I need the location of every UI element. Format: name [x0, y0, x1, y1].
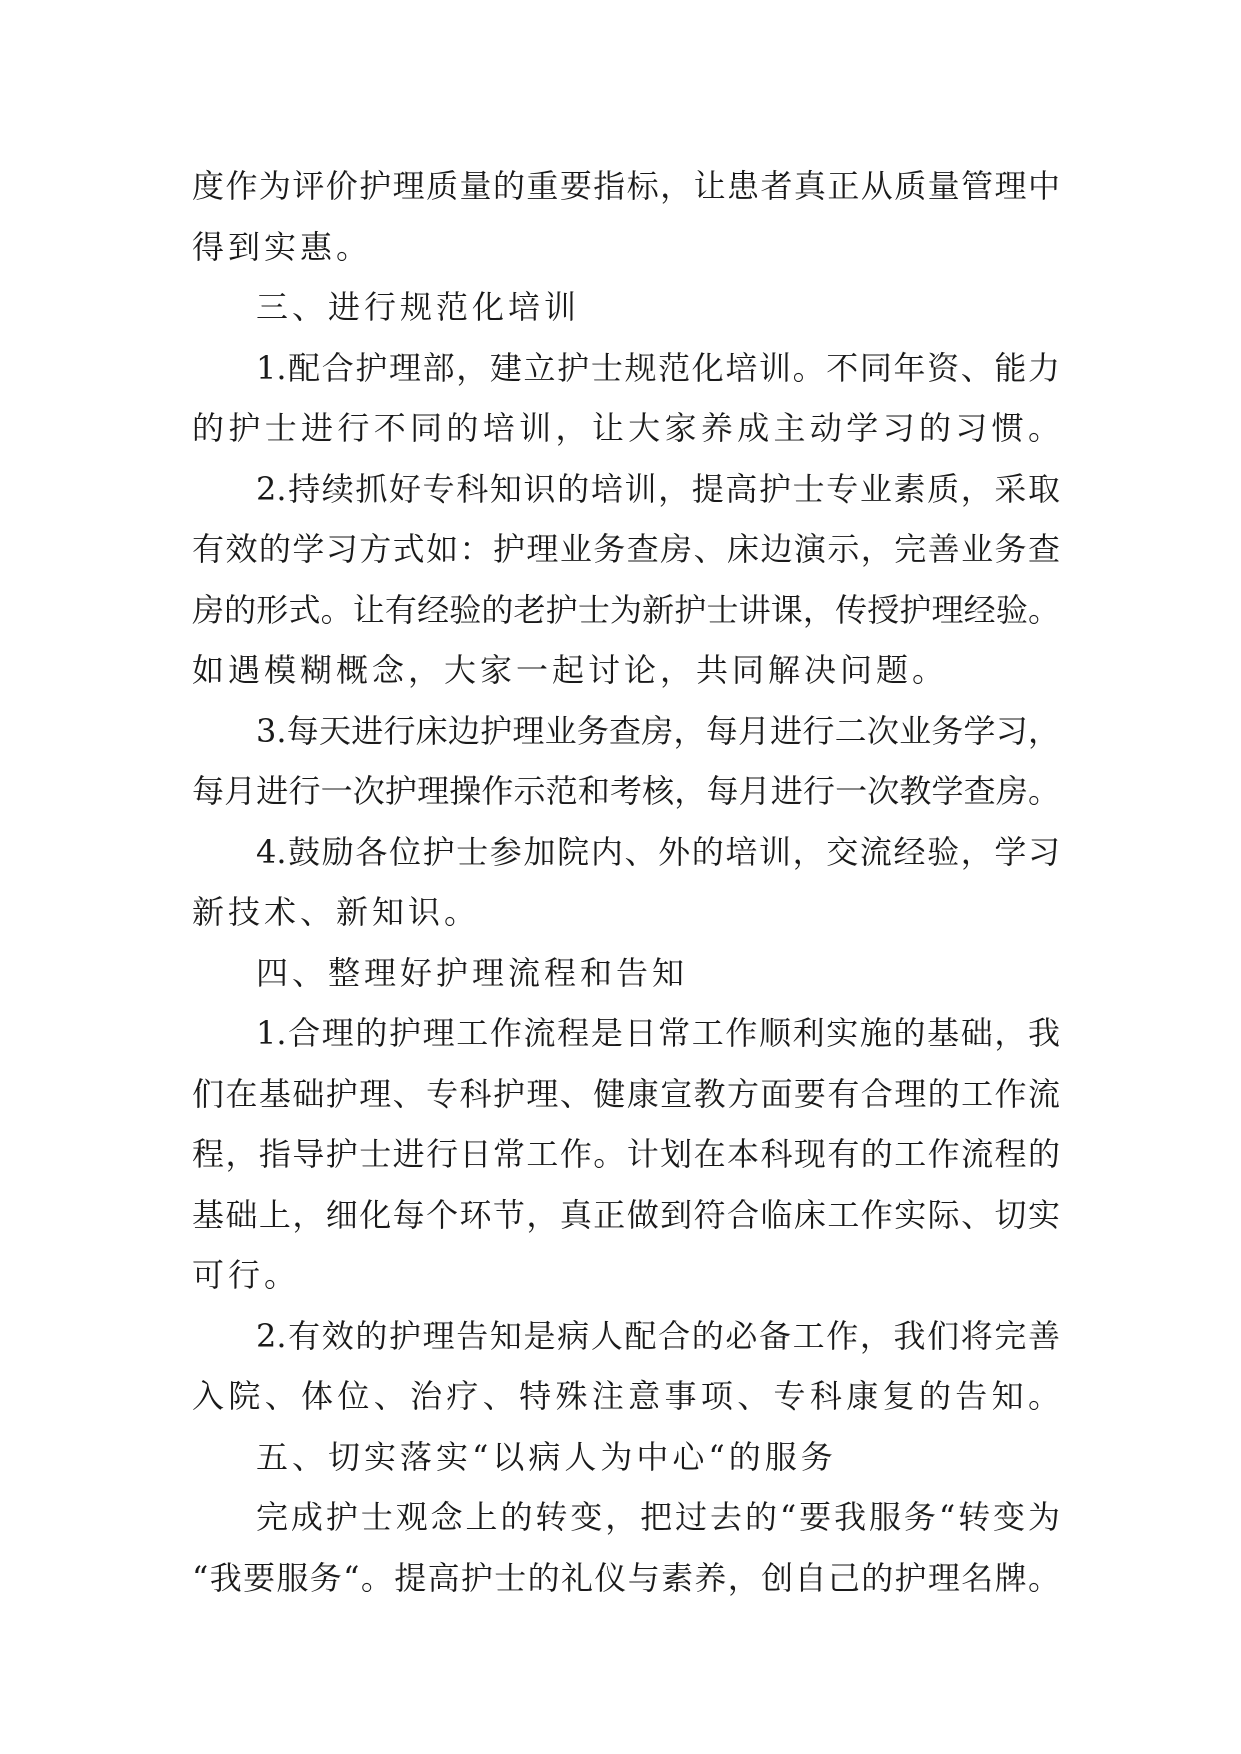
- text-line: 完成护士观念上的转变，把过去的“要我服务“转变为: [256, 1498, 1060, 1536]
- text-line: 度作为评价护理质量的重要指标，让患者真正从质量管理中: [192, 167, 1060, 205]
- text-line: 入院、体位、治疗、特殊注意事项、专科康复的告知。: [192, 1377, 1060, 1415]
- text-line: 1.合理的护理工作流程是日常工作顺利实施的基础，我: [256, 1014, 1060, 1052]
- text-line: 基础上，细化每个环节，真正做到符合临床工作实际、切实: [192, 1195, 1060, 1234]
- document-body: [192, 156, 1060, 1608]
- text-line: 四、整理好护理流程和告知: [256, 953, 689, 992]
- text-line: 4.鼓励各位护士参加院内、外的培训，交流经验，学习: [256, 832, 1060, 871]
- text-line: 有效的学习方式如：护理业务查房、床边演示，完善业务查: [192, 530, 1060, 568]
- text-line: 可行。: [192, 1256, 301, 1294]
- text-line: 2.持续抓好专科知识的培训，提高护士专业素质，采取: [256, 469, 1060, 508]
- text-line: 三、进行规范化培训: [256, 288, 581, 326]
- text-line: 得到实惠。: [192, 227, 373, 266]
- text-line: 如遇模糊概念，大家一起讨论，共同解决问题。: [192, 651, 949, 689]
- text-line: 的护士进行不同的培训，让大家养成主动学习的习惯。: [192, 409, 1060, 447]
- text-line: 新技术、新知识。: [192, 893, 481, 931]
- text-line: 五、切实落实“以病人为中心“的服务: [256, 1437, 837, 1476]
- text-line: 1.配合护理部，建立护士规范化培训。不同年资、能力: [256, 348, 1060, 387]
- text-line: 2.有效的护理告知是病人配合的必备工作，我们将完善: [256, 1316, 1060, 1355]
- text-line: “我要服务“。提高护士的礼仪与素养，创自己的护理名牌。: [192, 1558, 1060, 1597]
- text-line: 3.每天进行床边护理业务查房，每月进行二次业务学习，: [256, 711, 1060, 750]
- text-line: 房的形式。让有经验的老护士为新护士讲课，传授护理经验。: [192, 590, 1060, 629]
- text-line: 程，指导护士进行日常工作。计划在本科现有的工作流程的: [192, 1135, 1060, 1173]
- text-line: 每月进行一次护理操作示范和考核，每月进行一次教学查房。: [192, 772, 1060, 810]
- text-line: 们在基础护理、专科护理、健康宣教方面要有合理的工作流: [192, 1074, 1060, 1113]
